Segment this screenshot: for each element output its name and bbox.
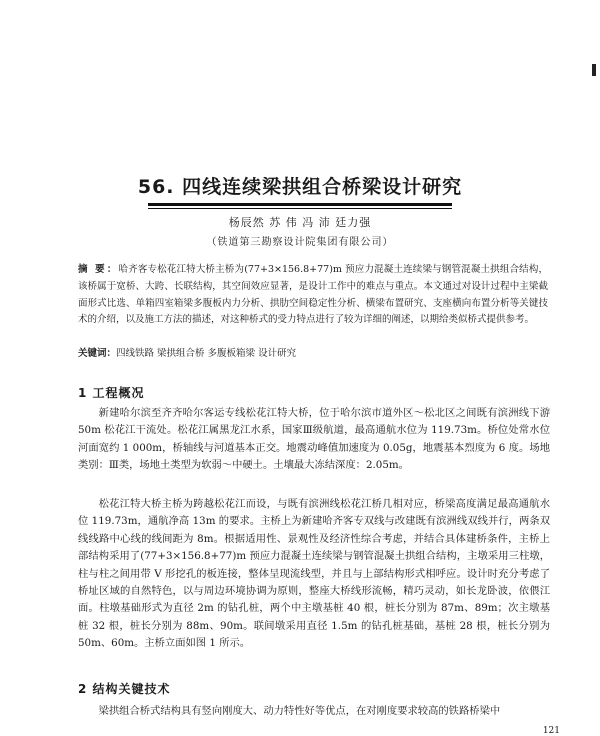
abstract-label: 摘 要： xyxy=(78,264,119,275)
abstract xyxy=(78,262,548,329)
abstract-text: 哈齐客专松花江特大桥主桥为(77+3×156.8+77)m 预应力混凝土连续梁与钢管混凝土拱组合结构，该桥属于宽桥、大跨、长联结构，其空间效应显著，是设计工作中的难点与重点。本文通过对设计过程中主梁截面形式比选、单箱四室箱梁多腹板内力分析、拱肋空间稳定性分析、横梁布置研究、支座横向布置分析等关键技术的介绍，以及施工方法的描述，对这种桥式的受力特点进行了较为详细的阐述，以期给类似桥式提供参考。 xyxy=(78,264,548,326)
scan-edge-mark xyxy=(592,64,596,76)
body-paragraph-2: 松花江特大桥主桥为跨越松花江而设，与既有滨洲线松花江桥几相对应，桥梁高度满足最高通航水位 119.73m，通航净高 13m 的要求。主桥上为新建哈齐客专双线与改建既有滨洲线双线并行，两条双线线路中心线的线间距为 8m。根据适用性、景观性及经济性综合考虑，并结合具体建桥条件，主桥上部结构采用了(77+3×156.8+77)m 预应力混凝土连续梁与钢管混凝土拱组合结构，主墩采用三柱墩，柱与柱之间用带 V 形挖孔的板连接，整体呈现流线型，并且与上部结构形式相呼应。设计时充分考虑了桥址区域的自然特色，以与周边环境协调为原则，整座大桥线形流畅，精巧灵动，如长龙卧波，依偎江面。柱墩基础形式为直径 2m 的钻孔桩，两个中主墩基桩 40 根，桩长分别为 87m、89m；次主墩基桩 32 根，桩长分别为 88m、90m。联间墩采用直径 1.5m 的钻孔桩基础，基桩 28 根，桩长分别为 50m、60m。主桥立面如图 1 所示。 xyxy=(78,498,550,650)
page-number: 121 xyxy=(542,726,560,736)
title-rule-thin xyxy=(148,208,452,209)
title-rule-thick xyxy=(148,203,452,206)
keywords-label: 关键词： xyxy=(78,348,117,359)
body-paragraph-1: 新建哈尔滨至齐齐哈尔客运专线松花江特大桥，位于哈尔滨市道外区～松北区之间既有滨洲线下游 50m 松花江干流处。松花江属黑龙江水系，国家Ⅲ级航道，最高通航水位为 119.73m。桥位处常水位河面宽约 1 000m，桥轴线与河道基本正交。地震动峰值加速度为 0.05g，地震基本烈度为 6 度。场地类别：Ⅲ类，场地土类型为软弱～中硬土。土壤最大冻结深度：2.05m。 xyxy=(78,407,550,472)
keywords xyxy=(78,346,548,362)
section-heading-1: 1 工程概况 xyxy=(78,386,145,400)
section-heading-2: 2 结构关键技术 xyxy=(78,682,171,696)
authors: 杨辰然 苏 伟 冯 沛 廷力强 xyxy=(228,216,372,229)
paper-title: 56. 四线连续梁拱组合桥梁设计研究 xyxy=(137,176,463,198)
affiliation: （铁道第三勘察设计院集团有限公司） xyxy=(206,237,394,248)
body-paragraph-3: 梁拱组合桥式结构具有竖向刚度大、动力特性好等优点，在对刚度要求较高的铁路桥梁中 xyxy=(98,705,501,717)
keywords-text: 四线铁路 梁拱组合桥 多腹板箱梁 设计研究 xyxy=(116,348,297,359)
